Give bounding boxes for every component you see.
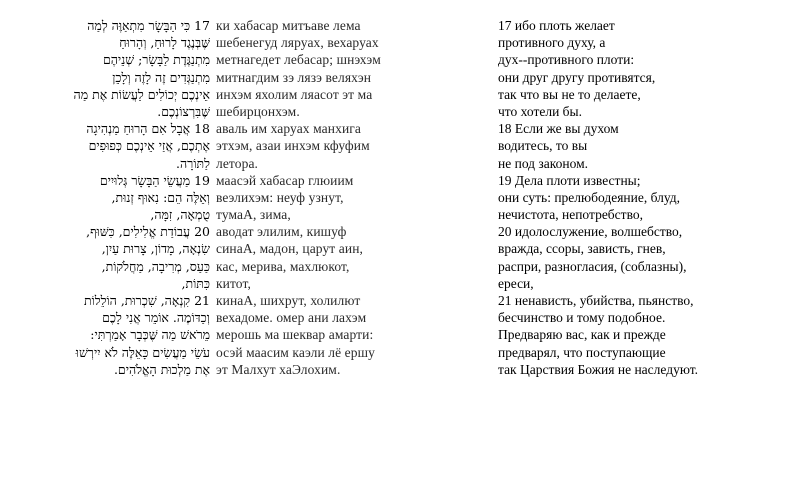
russian-line: что хотели бы. [498, 103, 582, 119]
hebrew-line: לַתּוֹרָה. [176, 155, 210, 171]
hebrew-line: עֹשֵׂי מַעֲשִׂים כָּאֵלֶּה לֹא יִירְשׁוּ [75, 344, 210, 360]
hebrew-line: שֶּׁבִּרְצוֹנְכֶם. [157, 103, 210, 119]
translit-line: веэлихэм: неуф узнут, [216, 189, 344, 205]
translit-line: тумаА, зима, [216, 207, 291, 223]
translit-line: летора. [216, 155, 259, 171]
hebrew-line: 21 קִנְאָה, שִׁכְרוּת, הוֹלֵלוֹת [83, 293, 210, 308]
hebrew-line: כַּעַס, מְרִיבָה, מַחֲלֹקוֹת, [101, 258, 210, 274]
russian-line: вражда, ссоры, зависть, гнев, [498, 241, 666, 257]
hebrew-line: שִׂנְאָה, מָדוֹן, צָרוּת עַיִן, [101, 241, 210, 257]
hebrew-line: טֻמְאָה, זִמָּה, [150, 207, 210, 223]
russian-line: 20 идолослужение, волшебство, [498, 224, 683, 240]
russian-line: противного духу, а [498, 35, 606, 51]
translit-line: эт Малхут хаЭлохим. [216, 361, 341, 377]
hebrew-line: 20 עֲבוֹדַת אֱלִילִים, כִּשּׁוּף, [86, 224, 210, 240]
hebrew-line: כִּתּוֹת, [181, 275, 210, 291]
hebrew-line: 19 מַעֲשֵׂי הַבָּשָׂר גְּלוּיִים [99, 172, 210, 188]
russian-line: 17 ибо плоть желает [498, 18, 615, 33]
russian-line: 18 Если же вы духом [498, 121, 619, 137]
hebrew-line: וְאֵלֶּה הֵם: נִאוּף זְנוּת, [111, 189, 210, 205]
russian-line: дух--противного плоти: [498, 52, 635, 68]
translit-line: инхэм яхолим ляасот эт ма [216, 86, 373, 102]
russian-line: не под законом. [498, 155, 589, 171]
hebrew-line: מִתְנַגְּדִים זֶה לָזֶה וְלָכֵן [112, 69, 210, 85]
translit-line: метнагедет лебасар; шнэхэм [216, 52, 381, 68]
russian-line: бесчинство и тому подобное. [498, 310, 666, 326]
russian-line: Предваряю вас, как и прежде [498, 327, 666, 343]
translit-line: синаА, мадон, царут аин, [216, 241, 363, 257]
russian-line: они суть: прелюбодеяние, блуд, [498, 189, 681, 205]
translit-line: этхэм, азаи инхэм кфуфим [216, 138, 370, 154]
transliteration-column [216, 17, 486, 378]
hebrew-line: וְכַדּוֹמֶה. אוֹמֵר אֲנִי לָכֶם [102, 310, 210, 326]
translit-line: ки хабасар митъаве лема [216, 18, 361, 33]
hebrew-line: 17 כִּי הַבָּשָׂר מִתְאַוֶּה לְמַה [87, 18, 210, 33]
russian-line: нечистота, непотребство, [498, 207, 643, 223]
translit-line: осэй маасим каэли лё ершу [216, 344, 375, 360]
hebrew-line: אֶת מַלְכוּת הָאֱלֹהִים. [113, 361, 210, 377]
translit-line: кинаА, шихрут, холилют [216, 293, 361, 308]
translit-line: аводат элилим, кишуф [216, 224, 347, 240]
translit-line: мерошь ма шеквар амарти: [216, 327, 374, 343]
hebrew-line: 18 אֲבָל אִם הָרוּחַ מַנְהִיגָה [86, 121, 210, 137]
hebrew-line: מִתְנַגֶּדֶת לַבָּשָׂר; שְׁנֵיהֶם [102, 52, 210, 68]
russian-line: так что вы не то делаете, [498, 86, 641, 102]
translit-line: вехадоме. омер ани лахэм [216, 310, 367, 326]
russian-line: водитесь, то вы [498, 138, 588, 154]
russian-line: ереси, [498, 275, 534, 291]
hebrew-line: אֵינְכֶם יְכוֹלִים לַעֲשׂוֹת אֶת מַה [73, 86, 210, 102]
russian-line: 21 ненависть, убийства, пьянство, [498, 293, 694, 308]
translit-line: митнагдим зэ лязэ веляхэн [216, 69, 372, 85]
russian-line: предварял, что поступающие [498, 344, 666, 360]
russian-column [498, 17, 798, 378]
hebrew-line: מֵרֹאשׁ מַה שֶּׁכְּבָר אָמַרְתִּי: [90, 327, 210, 343]
translit-line: аваль им харуах манхига [216, 121, 362, 137]
translit-line: кас, мерива, махлюкот, [216, 258, 350, 274]
translit-line: маасэй хабасар глюиим [216, 172, 354, 188]
translit-line: китот, [216, 275, 251, 291]
russian-line: 19 Дела плоти известны; [498, 172, 641, 188]
translit-line: шебирцонхэм. [216, 103, 300, 119]
hebrew-column [0, 17, 210, 378]
russian-line: распри, разногласия, (соблазны), [498, 258, 687, 274]
hebrew-line: שֶּׁבְּנֶגֶד לָרוּחַ, וְהָרוּחַ [119, 35, 210, 51]
russian-line: они друг другу противятся, [498, 69, 656, 85]
hebrew-line: אֶתְכֶם, אֲזַי אֵינְכֶם כְּפוּפִים [88, 138, 210, 154]
russian-line: так Царствия Божия не наследуют. [498, 361, 698, 377]
translit-line: шебенегуд ляруах, вехаруах [216, 35, 379, 51]
